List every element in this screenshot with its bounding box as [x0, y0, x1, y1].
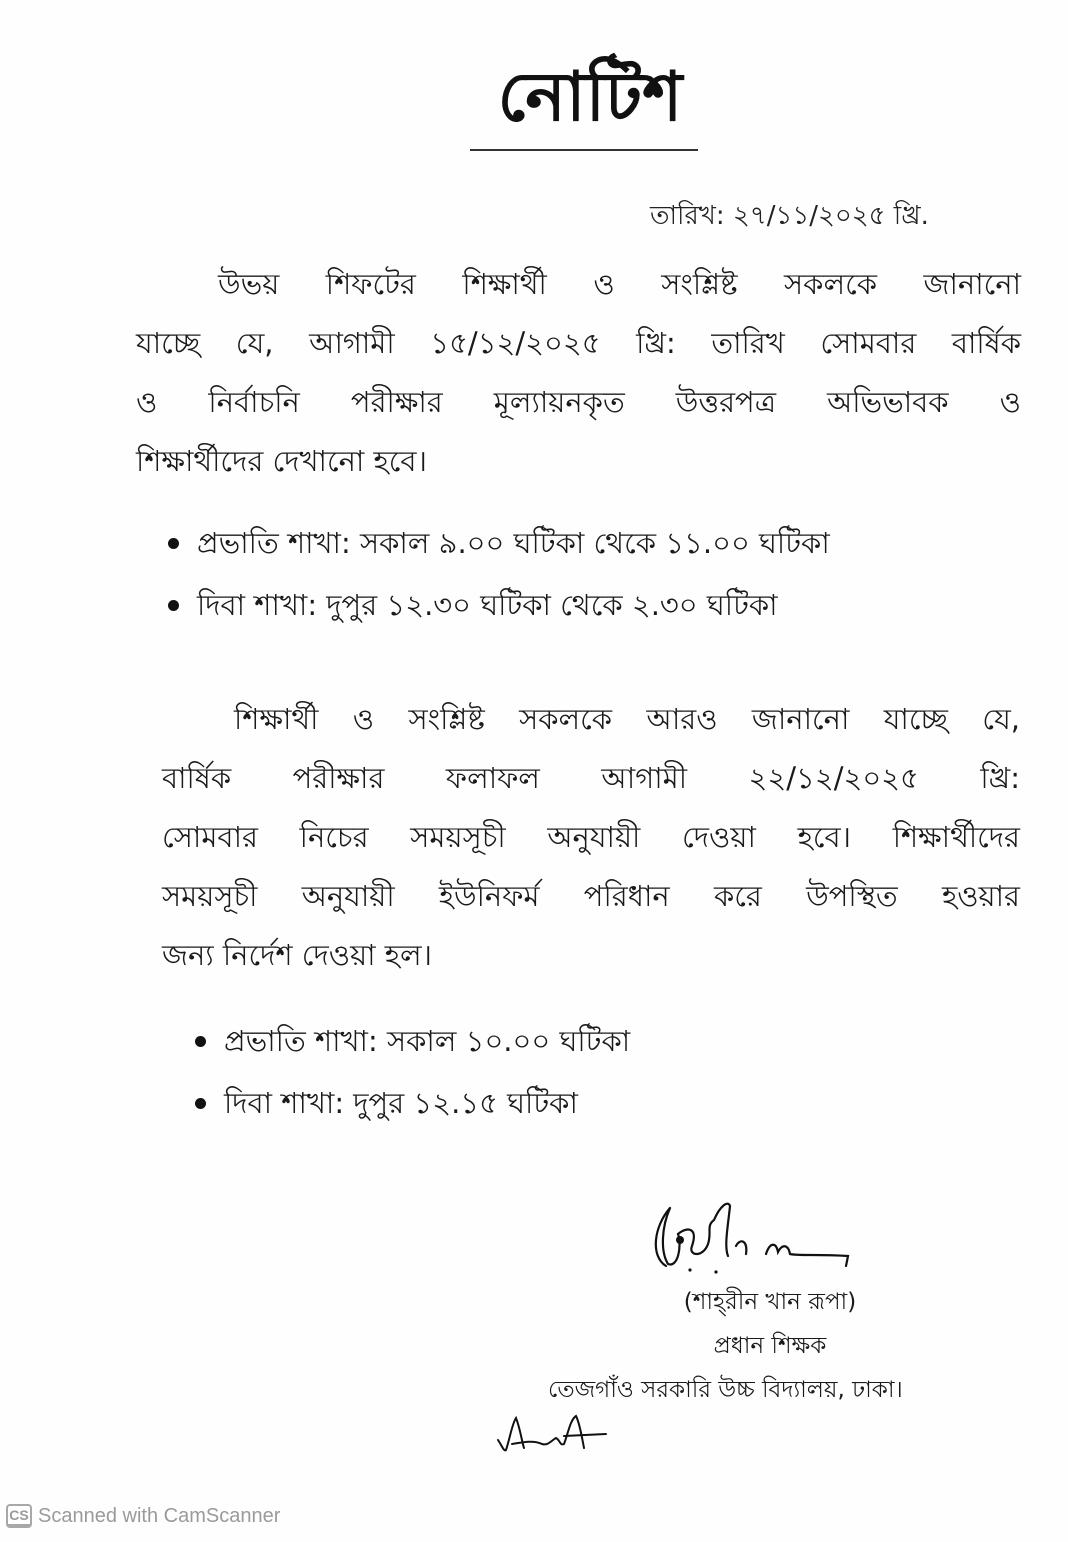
title-underline: [470, 149, 698, 151]
schedule-morning-shift: প্রভাতি শাখা: সকাল ১০.০০ ঘটিকা: [224, 1024, 631, 1058]
paragraph-line: জন্য নির্দেশ দেওয়া হল।: [162, 938, 433, 972]
schedule-day-shift: দিবা শাখা: দুপুর ১২.৩০ ঘটিকা থেকে ২.৩০ ঘটিকা: [197, 588, 778, 622]
paragraph-line: শিক্ষার্থীদের দেখানো হবে।: [136, 444, 427, 478]
signature-icon: [648, 1196, 858, 1276]
signatory-designation: প্রধান শিক্ষক: [713, 1333, 827, 1359]
initials-signature-icon: [494, 1410, 614, 1460]
paragraph-exam-scripts: [136, 255, 1021, 491]
schedule-day-shift: দিবা শাখা: দুপুর ১২.১৫ ঘটিকা: [224, 1086, 578, 1120]
bullet-icon: [195, 1098, 206, 1109]
list-item: [168, 574, 830, 636]
bullet-icon: [168, 600, 179, 611]
list-item: [168, 512, 830, 574]
paragraph-line: ও নির্বাচনি পরীক্ষার মূল্যায়নকৃত উত্তরপত্র অভিভাবক ও: [136, 385, 1021, 419]
notice-title: নোটিশ: [497, 57, 683, 137]
paragraph-results: [162, 690, 1020, 985]
signatory-name: (শাহ্‌রীন খান রূপা): [683, 1289, 857, 1315]
camscanner-watermark: [6, 1504, 280, 1528]
paragraph-line: শিক্ষার্থী ও সংশ্লিষ্ট সকলকে আরও জানানো যাচ্ছে যে,: [234, 702, 1020, 736]
list-item: [195, 1072, 630, 1134]
camscanner-logo-icon: CS: [6, 1504, 32, 1528]
notice-date: তারিখ: ২৭/১১/২০২৫ খ্রি.: [650, 201, 929, 231]
paragraph-line: উভয় শিফটের শিক্ষার্থী ও সংশ্লিষ্ট সকলকে জানানো: [218, 267, 1021, 301]
schedule-morning-shift: প্রভাতি শাখা: সকাল ৯.০০ ঘটিকা থেকে ১১.০০ ঘটিকা: [197, 526, 830, 560]
paragraph-line: সোমবার নিচের সময়সূচী অনুযায়ী দেওয়া হবে। শিক্ষার্থীদের: [162, 820, 1020, 854]
paragraph-line: যাচ্ছে যে, আগামী ১৫/১২/২০২৫ খ্রি: তারিখ সোমবার বার্ষিক: [136, 326, 1021, 360]
bullet-icon: [168, 538, 179, 549]
institution-name: তেজগাঁও সরকারি উচ্চ বিদ্যালয়, ঢাকা।: [548, 1377, 903, 1403]
paragraph-line: বার্ষিক পরীক্ষার ফলাফল আগামী ২২/১২/২০২৫ খ্রি:: [162, 761, 1020, 795]
list-item: [195, 1010, 630, 1072]
signatory-block: [520, 1280, 960, 1412]
watermark-text: Scanned with CamScanner: [38, 1504, 281, 1527]
paragraph-line: সময়সূচী অনুযায়ী ইউনিফর্ম পরিধান করে উপস্থিত হওয়ার: [162, 879, 1020, 913]
bullet-icon: [195, 1036, 206, 1047]
schedule-list-scripts: [168, 512, 830, 636]
schedule-list-results: [195, 1010, 630, 1134]
